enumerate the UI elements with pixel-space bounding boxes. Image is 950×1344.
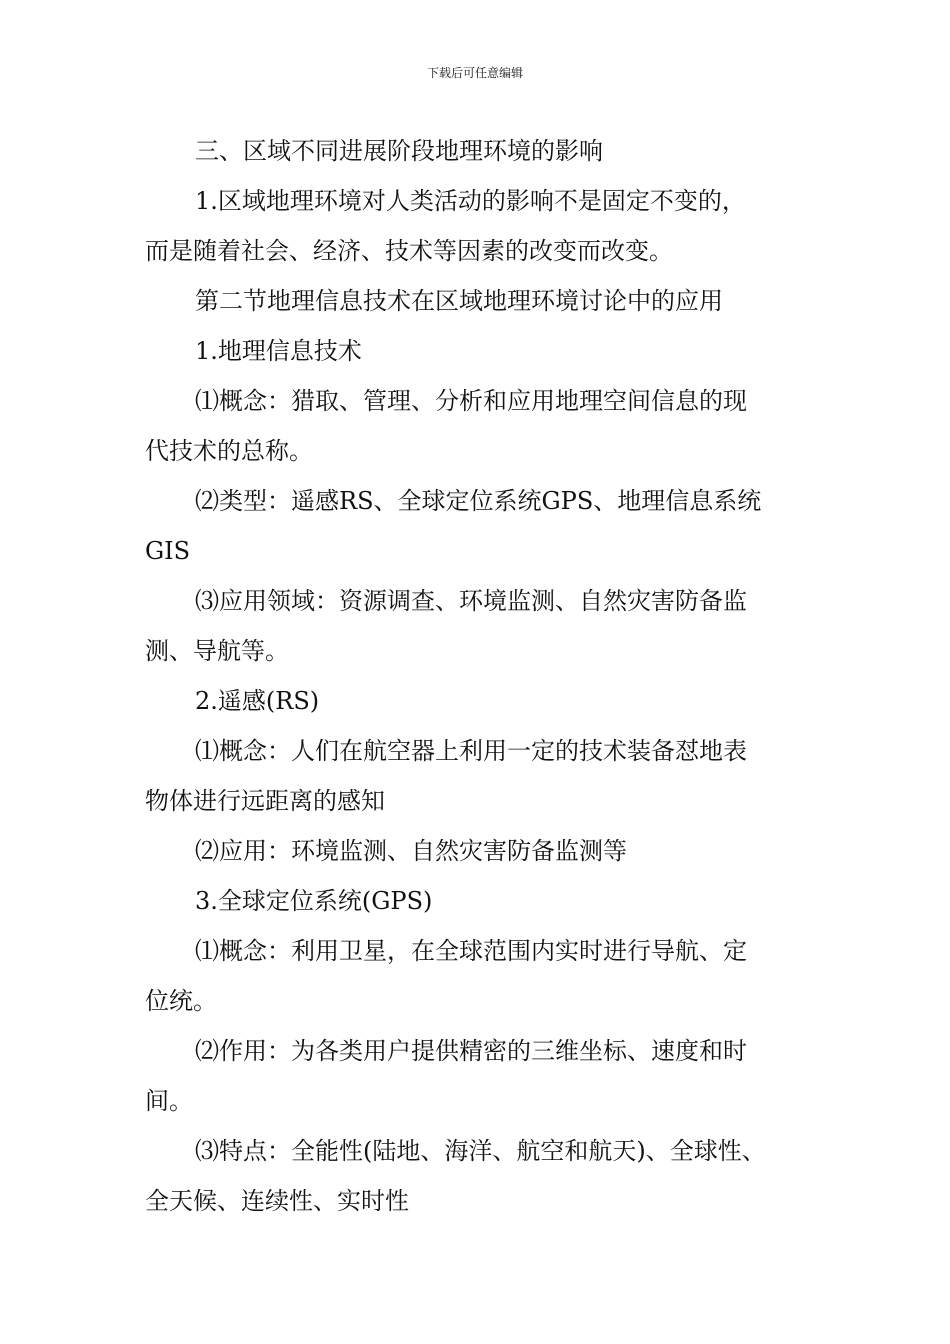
paragraph-line: 代技术的总称。 (145, 437, 313, 465)
document-body (145, 126, 825, 1226)
paragraph-line: ⑴概念：人们在航空器上利用一定的技术装备怼地表 (195, 737, 747, 765)
paragraph-line: ⑵作用：为各类用户提供精密的三维坐标、速度和时 (195, 1037, 747, 1065)
paragraph-line: ⑴概念：利用卫星，在全球范围内实时进行导航、定 (195, 937, 747, 965)
paragraph-line: 而是随着社会、经济、技术等因素的改变而改变。 (145, 237, 673, 265)
section-heading: 第二节地理信息技术在区域地理环境讨论中的应用 (195, 287, 723, 315)
subsection-heading: 3.全球定位系统(GPS) (195, 887, 433, 915)
paragraph-line: GIS (145, 537, 191, 565)
paragraph-line: ⑶特点：全能性(陆地、海洋、航空和航天)、全球性、 (195, 1137, 766, 1165)
section-heading: 三、区域不同进展阶段地理环境的影响 (195, 137, 603, 165)
paragraph-line: 间。 (145, 1087, 193, 1115)
paragraph-line: 全天候、连续性、实时性 (145, 1187, 409, 1215)
paragraph-line: ⑴概念：猎取、管理、分析和应用地理空间信息的现 (195, 387, 747, 415)
subsection-heading: 2.遥感(RS) (195, 687, 320, 715)
paragraph-line: ⑵应用：环境监测、自然灾害防备监测等 (195, 837, 627, 865)
paragraph-line: ⑵类型：遥感RS、全球定位系统GPS、地理信息系统 (195, 487, 762, 515)
subsection-heading: 1.地理信息技术 (195, 337, 362, 365)
paragraph-line: 物体进行远距离的感知 (145, 787, 385, 815)
paragraph-line: 位统。 (145, 987, 217, 1015)
paragraph-line: 1.区域地理环境对人类活动的影响不是固定不变的， (195, 187, 746, 215)
page-header: 下载后可任意编辑 (426, 66, 523, 80)
paragraph-line: 测、导航等。 (145, 637, 289, 665)
paragraph-line: ⑶应用领域：资源调查、环境监测、自然灾害防备监 (195, 587, 747, 615)
